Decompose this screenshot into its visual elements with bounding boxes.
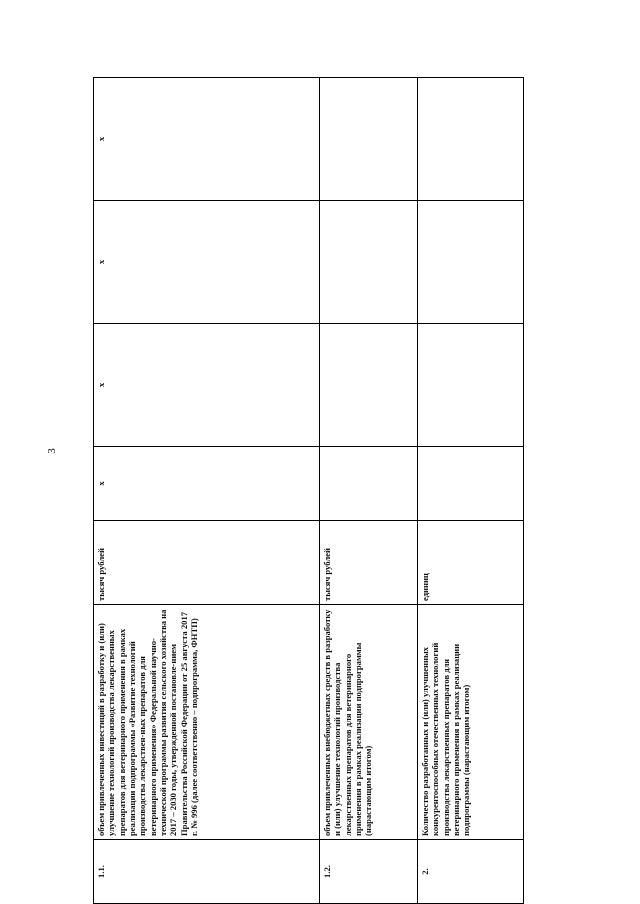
table-row <box>94 78 320 904</box>
value-cell: х <box>94 447 320 521</box>
value-cell <box>418 201 524 324</box>
value-cell <box>418 324 524 447</box>
indicator-text: объем привлеченных инвестиций в разработку и (или) улучшение технологий производства лекарственных препаратов для ветеринарного применения в рамках реализации подпрограммы «Развитие технологий производства лекарствен-ных препаратов для ветеринарного применения» Федеральной научно-технической программы развития сельского хозяйства на 2017 – 2030 годы, утвержденной постановле-нием Правительства Российской Федерации от 25 августа 2017 г. № 996 (далее соответственно – подпрограмма, ФНТП) <box>94 605 320 840</box>
value-cell <box>418 447 524 521</box>
value-cell <box>320 78 418 201</box>
page-number: 3 <box>46 448 58 454</box>
value-cell <box>418 78 524 201</box>
row-number: 2. <box>418 840 524 904</box>
table-row <box>418 78 524 904</box>
rotated-table-container <box>93 78 523 904</box>
indicator-text: Количество разработанных и (или) улучшенных конкурентоспособных отечественных технологий производства лекарственных препаратов для ветеринарного применения в рамках реализации подпрограммы (нарастающим итогом) <box>418 605 524 840</box>
value-cell: х <box>94 324 320 447</box>
table-row <box>320 78 418 904</box>
value-cell <box>320 324 418 447</box>
unit-cell: тысяч рублей <box>94 521 320 605</box>
unit-cell: единиц <box>418 521 524 605</box>
row-number: 1.2. <box>320 840 418 904</box>
value-cell <box>320 447 418 521</box>
row-number: 1.1. <box>94 840 320 904</box>
value-cell: х <box>94 78 320 201</box>
unit-cell: тысяч рублей <box>320 521 418 605</box>
value-cell: х <box>94 201 320 324</box>
value-cell <box>320 201 418 324</box>
indicators-table <box>93 77 524 904</box>
indicator-text: объем привлеченных внебюджетных средств в разработку и (или) улучшение технологий производства лекарственных препаратов для ветеринарного применения в рамках реализации подпрограммы (нарастающим итогом) <box>320 605 418 840</box>
